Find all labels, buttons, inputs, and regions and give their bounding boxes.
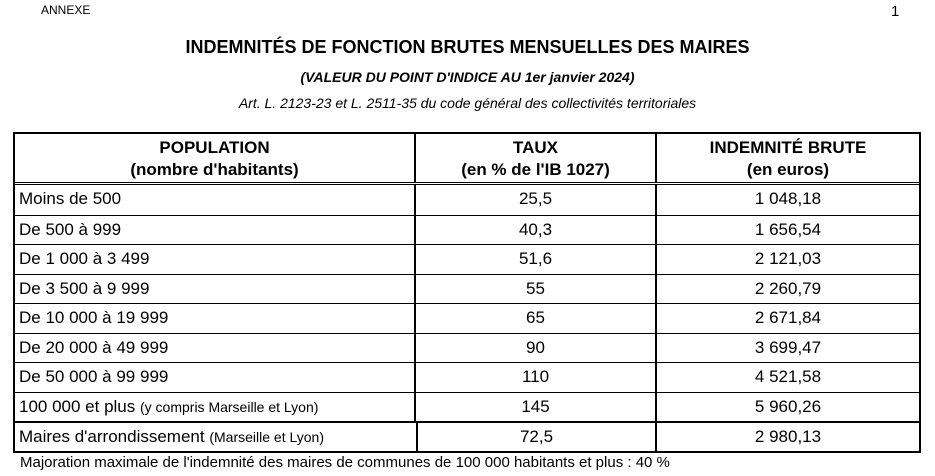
header-taux-subtitle: (en % de l'IB 1027) [461,160,610,179]
population-cell [15,393,416,422]
indemnity-table [13,132,921,453]
table-row [15,362,919,392]
footnote: Majoration maximale de l'indemnité des maires de communes de 100 000 habitants et plus : 40 % [20,454,670,471]
table-row [15,215,919,245]
header-population-title: POPULATION [159,138,270,157]
taux-cell: 55 [416,275,657,304]
population-cell: De 500 à 999 [15,216,416,245]
table-header [15,134,919,185]
table-row [15,244,919,274]
taux-cell: 90 [416,334,657,363]
table-row [15,303,919,333]
population-cell: De 3 500 à 9 999 [15,275,416,304]
page-subtitle: (VALEUR DU POINT D'INDICE AU 1er janvier 2024) [300,69,635,85]
population-label: Maires d'arrondissement [19,427,205,446]
header-indemnite [657,134,919,182]
header-taux [416,134,657,182]
population-cell: De 10 000 à 19 999 [15,304,416,333]
population-label: 100 000 et plus [19,396,136,416]
indemnite-cell: 2 260,79 [754,278,822,298]
population-cell: Moins de 500 [15,185,416,215]
population-cell: De 20 000 à 49 999 [15,334,416,363]
taux-cell: 51,6 [416,245,657,274]
taux-cell: 110 [416,363,657,392]
page-title: INDEMNITÉS DE FONCTION BRUTES MENSUELLES DES MAIRES [185,37,750,57]
annexe-label: ANNEXE [41,3,91,17]
population-cell: De 1 000 à 3 499 [15,245,416,274]
header-population-subtitle: (nombre d'habitants) [130,160,299,179]
table-row [15,392,919,422]
header-taux-title: TAUX [512,138,558,157]
population-note: (Marseille et Lyon) [209,429,324,445]
taux-cell: 65 [416,304,657,333]
population-note: (y compris Marseille et Lyon) [140,398,319,415]
indemnite-cell: 3 699,47 [754,337,822,357]
legal-reference: Art. L. 2123-23 et L. 2511-35 du code général des collectivités territoriales [238,95,697,111]
indemnite-cell: 2 671,84 [754,308,822,327]
header-indemnite-subtitle: (en euros) [746,160,830,179]
population-cell [15,423,416,451]
taux-cell: 72,5 [416,423,657,451]
indemnite-cell: 4 521,58 [754,367,822,386]
table-row [15,274,919,304]
table-row [15,333,919,363]
taux-cell: 40,3 [416,216,657,245]
indemnite-cell: 2 980,13 [754,427,822,446]
indemnite-cell: 5 960,26 [754,396,822,416]
table-row [15,185,919,215]
indemnite-cell: 1 048,18 [754,189,822,208]
taux-cell: 25,5 [416,185,657,215]
header-population [15,134,416,182]
page-number: 1 [891,3,900,20]
header-indemnite-title: INDEMNITÉ BRUTE [709,138,867,157]
taux-cell: 145 [416,393,657,422]
population-cell: De 50 000 à 99 999 [15,363,416,392]
indemnite-cell: 1 656,54 [754,219,822,239]
indemnite-cell: 2 121,03 [754,249,822,268]
table-row-arrondissement [15,421,919,451]
